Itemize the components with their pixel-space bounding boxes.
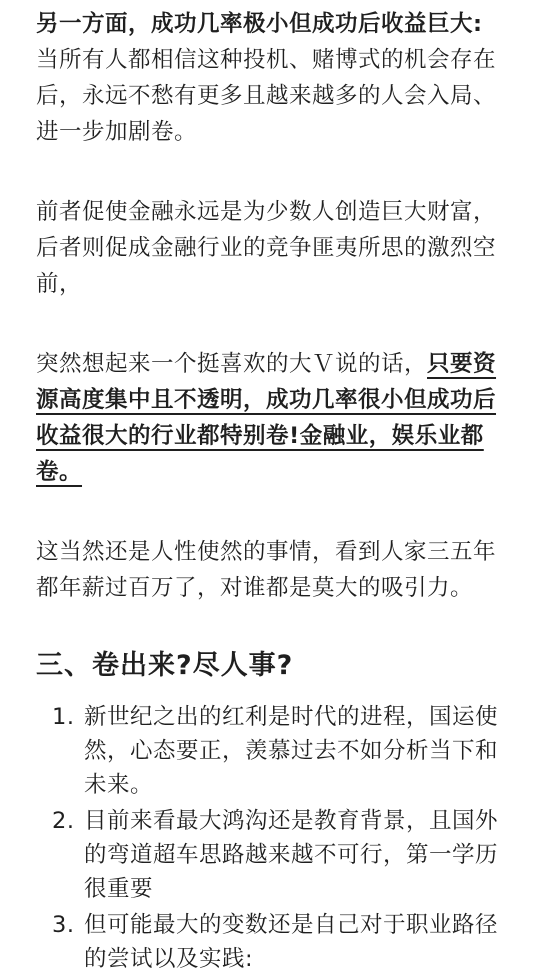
article-body [36, 6, 506, 978]
list-item-number: 3. [52, 912, 75, 938]
list-item [36, 804, 506, 906]
paragraph-2: 前者促使金融永远是为少数人创造巨大财富，后者则促成金融行业的竞争匪夷所思的激烈空前， [36, 199, 497, 297]
paragraph-3-intro: 突然想起来一个挺喜欢的大Ｖ说的话， [36, 351, 428, 377]
paragraph-1 [36, 6, 506, 150]
list-item [36, 908, 506, 976]
list-item-number: 1. [52, 704, 75, 730]
paragraph-1-body: 当所有人都相信这种投机、赌博式的机会存在后，永远不愁有更多且越来越多的人会入局、进一步加剧卷。 [36, 47, 497, 145]
paragraph-spacer [36, 150, 506, 194]
paragraph-3 [36, 346, 506, 490]
list-item-text: 但可能最大的变数还是自己对于职业路径的尝试以及实践: [84, 912, 499, 972]
paragraph-spacer [36, 490, 506, 534]
list-item-number: 2. [52, 808, 75, 834]
list-item [36, 700, 506, 802]
paragraph-1-lead: 另一方面，成功几率极小但成功后收益巨大: [36, 11, 483, 37]
numbered-list [36, 700, 506, 976]
quoted-highlight: 只要资源高度集中且不透明，成功几率很小但成功后收益很大的行业都特别卷!金融业，娱乐业都卷。 [36, 351, 497, 485]
list-item-text: 新世纪之出的红利是时代的进程，国运使然，心态要正，羡慕过去不如分析当下和未来。 [84, 704, 499, 798]
paragraph-spacer [36, 302, 506, 346]
section-heading: 三、卷出来?尽人事? [36, 650, 294, 681]
list-item-text: 目前来看最大鸿沟还是教育背景，且国外的弯道超车思路越来越不可行，第一学历很重要 [84, 808, 499, 902]
paragraph-4: 这当然还是人性使然的事情，看到人家三五年都年薪过百万了，对谁都是莫大的吸引力。 [36, 539, 497, 601]
